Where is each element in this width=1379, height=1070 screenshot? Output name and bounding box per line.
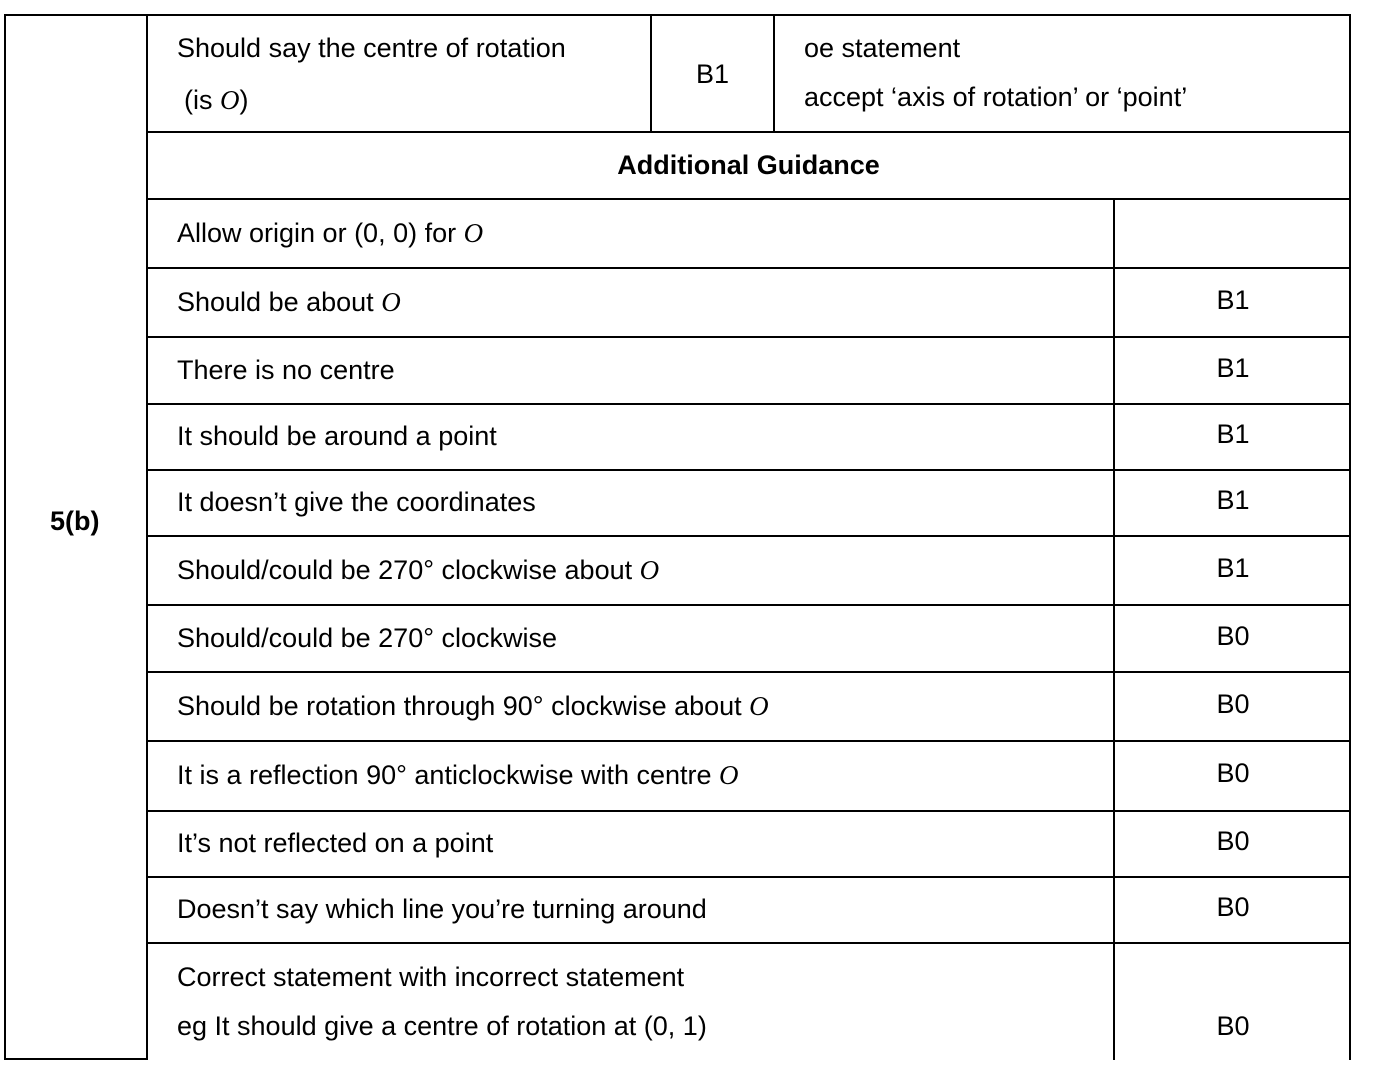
guidance-text: Should/could be 270° clockwise about — [177, 554, 640, 585]
guidance-row-text — [177, 760, 739, 790]
guidance-text: It is a reflection 90° anticlockwise with centre — [177, 760, 720, 790]
table-border-top — [4, 14, 1351, 16]
guidance-row-text — [177, 894, 707, 924]
guidance-text: It should be around a point — [177, 421, 497, 451]
row-separator — [146, 671, 1351, 673]
guidance-row-mark: B1 — [1216, 485, 1250, 515]
guidance-row-mark: B1 — [1216, 352, 1250, 383]
guidance-row-text — [177, 355, 395, 385]
guidance-row-mark: B1 — [1216, 419, 1250, 449]
variable-o: O — [463, 218, 484, 248]
guidance-row-mark: B0 — [1216, 826, 1250, 856]
variable-o: O — [749, 690, 769, 721]
guidance-heading: Additional Guidance — [617, 150, 880, 180]
guidance-row-mark: B0 — [1216, 688, 1250, 719]
guidance-text: It’s not reflected on a point — [177, 828, 494, 858]
answer-text-line1: Should say the centre of rotation — [177, 33, 566, 63]
guidance-text: There is no centre — [177, 354, 395, 385]
row-separator — [146, 604, 1351, 606]
guidance-text: Should be rotation through 90° clockwise about — [177, 690, 750, 721]
row-separator — [146, 942, 1351, 944]
guidance-row-text — [177, 287, 401, 317]
mark-comment-divider — [773, 14, 775, 133]
table-border-left — [4, 14, 6, 1060]
answer-row-bottom — [146, 131, 1351, 133]
row-separator — [146, 876, 1351, 878]
last-row-line1: Correct statement with incorrect statement — [177, 962, 685, 992]
comment-line1: oe statement — [804, 33, 961, 63]
row-separator — [146, 810, 1351, 812]
question-number: 5(b) — [50, 506, 100, 536]
guidance-text: Should be about — [177, 286, 382, 317]
variable-o: O — [719, 760, 739, 790]
guidance-text: Doesn’t say which line you’re turning around — [177, 894, 707, 924]
guidance-row-text — [177, 691, 769, 721]
guidance-row-mark: B1 — [1216, 552, 1250, 583]
row-separator — [146, 535, 1351, 537]
row-separator — [146, 740, 1351, 742]
table-border-bottom — [4, 1058, 148, 1060]
answer-text-pre: (is — [184, 85, 220, 115]
comment-line2: accept ‘axis of rotation’ or ‘point’ — [804, 82, 1188, 112]
last-row-mark: B0 — [1216, 1011, 1250, 1041]
guidance-text: It doesn’t give the coordinates — [177, 487, 536, 517]
answer-text-line2 — [184, 85, 249, 115]
guidance-row-text — [177, 828, 493, 858]
guidance-row-text — [177, 623, 557, 653]
guidance-row-mark: B0 — [1216, 620, 1250, 651]
guidance-row-mark: B0 — [1216, 892, 1250, 922]
row-separator — [146, 267, 1351, 269]
variable-o: O — [381, 286, 401, 317]
guidance-row-mark: B1 — [1216, 284, 1250, 315]
row-separator — [146, 403, 1351, 405]
row-separator — [146, 469, 1351, 471]
guidance-row-text — [177, 421, 497, 451]
heading-row-bottom — [146, 198, 1351, 200]
guidance-row-mark: B0 — [1216, 758, 1250, 788]
last-row-line2: eg It should give a centre of rotation at (0, 1) — [177, 1011, 707, 1041]
guidance-text: Should/could be 270° clockwise — [177, 622, 558, 653]
guidance-row-text — [177, 555, 659, 585]
guidance-row-text — [177, 487, 536, 517]
variable-o: O — [639, 554, 660, 585]
answer-text-post: ) — [239, 85, 249, 115]
variable-o: O — [220, 85, 240, 115]
guidance-text: Allow origin or (0, 0) for — [177, 218, 464, 248]
row-separator — [146, 336, 1351, 338]
guidance-row-text — [177, 218, 483, 248]
answer-mark: B1 — [695, 59, 730, 89]
